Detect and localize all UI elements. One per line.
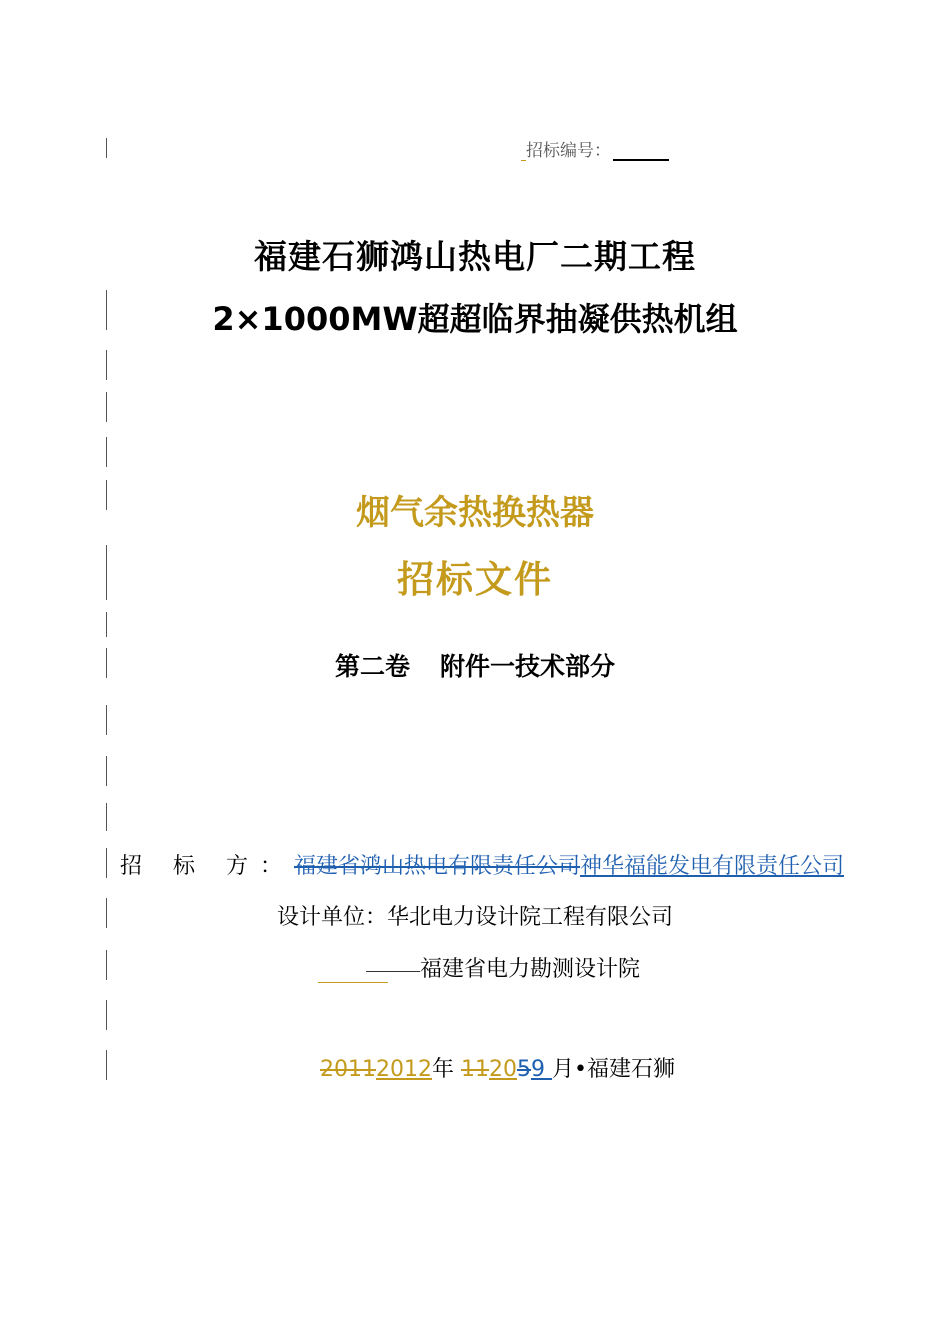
year-inserted: 2012	[376, 1057, 432, 1082]
change-bar	[106, 705, 107, 735]
document-subject-line1: 烟气余热换热器	[356, 493, 594, 533]
change-bar	[106, 1050, 107, 1080]
change-bar	[106, 950, 107, 980]
tenderer-deleted-name: 福建省鸿山热电有限责任公司	[294, 854, 581, 879]
month-deleted-1: 11	[461, 1057, 490, 1082]
designer-line1: 设计单位：华北电力设计院工程有限公司	[276, 905, 673, 930]
month-inserted-1: 20	[489, 1057, 518, 1082]
year-unit: 年	[432, 1057, 455, 1082]
project-title-line1: 福建石狮鸿山热电厂二期工程	[254, 237, 696, 276]
change-bar	[106, 350, 107, 380]
revision-underline	[318, 958, 388, 983]
tenderer-line	[120, 849, 844, 880]
date-separator: •	[574, 1057, 588, 1082]
month-unit: 月	[552, 1057, 575, 1082]
change-bar	[106, 848, 107, 878]
change-bar	[106, 803, 107, 831]
document-subject-line2: 招标文件	[397, 557, 553, 601]
tender-number-blank	[613, 142, 669, 161]
tenderer-inserted-name: 神华福能发电有限责任公司	[580, 854, 845, 879]
designer-line2-text: 福建省电力勘测设计院	[420, 957, 641, 982]
change-bar	[106, 1000, 107, 1030]
place-name: 福建石狮	[587, 1057, 676, 1082]
tenderer-label: 招 标 方：	[120, 854, 294, 879]
year-deleted: 2011	[320, 1057, 376, 1082]
change-bar	[106, 756, 107, 786]
volume-title: 附件一技术部分	[440, 652, 616, 681]
project-title-line2: 2×1000MW超超临界抽凝供热机组	[212, 300, 738, 338]
change-bar	[106, 612, 107, 637]
volume-heading	[0, 647, 950, 683]
tender-number-label: 招标编号：	[526, 141, 611, 161]
change-bar	[106, 138, 107, 158]
date-line	[320, 1052, 675, 1083]
tender-number	[521, 136, 669, 161]
change-bar	[106, 392, 107, 422]
month-deleted-2: 5	[517, 1057, 532, 1082]
change-bar	[106, 437, 107, 467]
designer-line2	[318, 952, 640, 983]
volume-number: 第二卷	[334, 652, 410, 681]
month-inserted-2: 9	[531, 1057, 546, 1082]
